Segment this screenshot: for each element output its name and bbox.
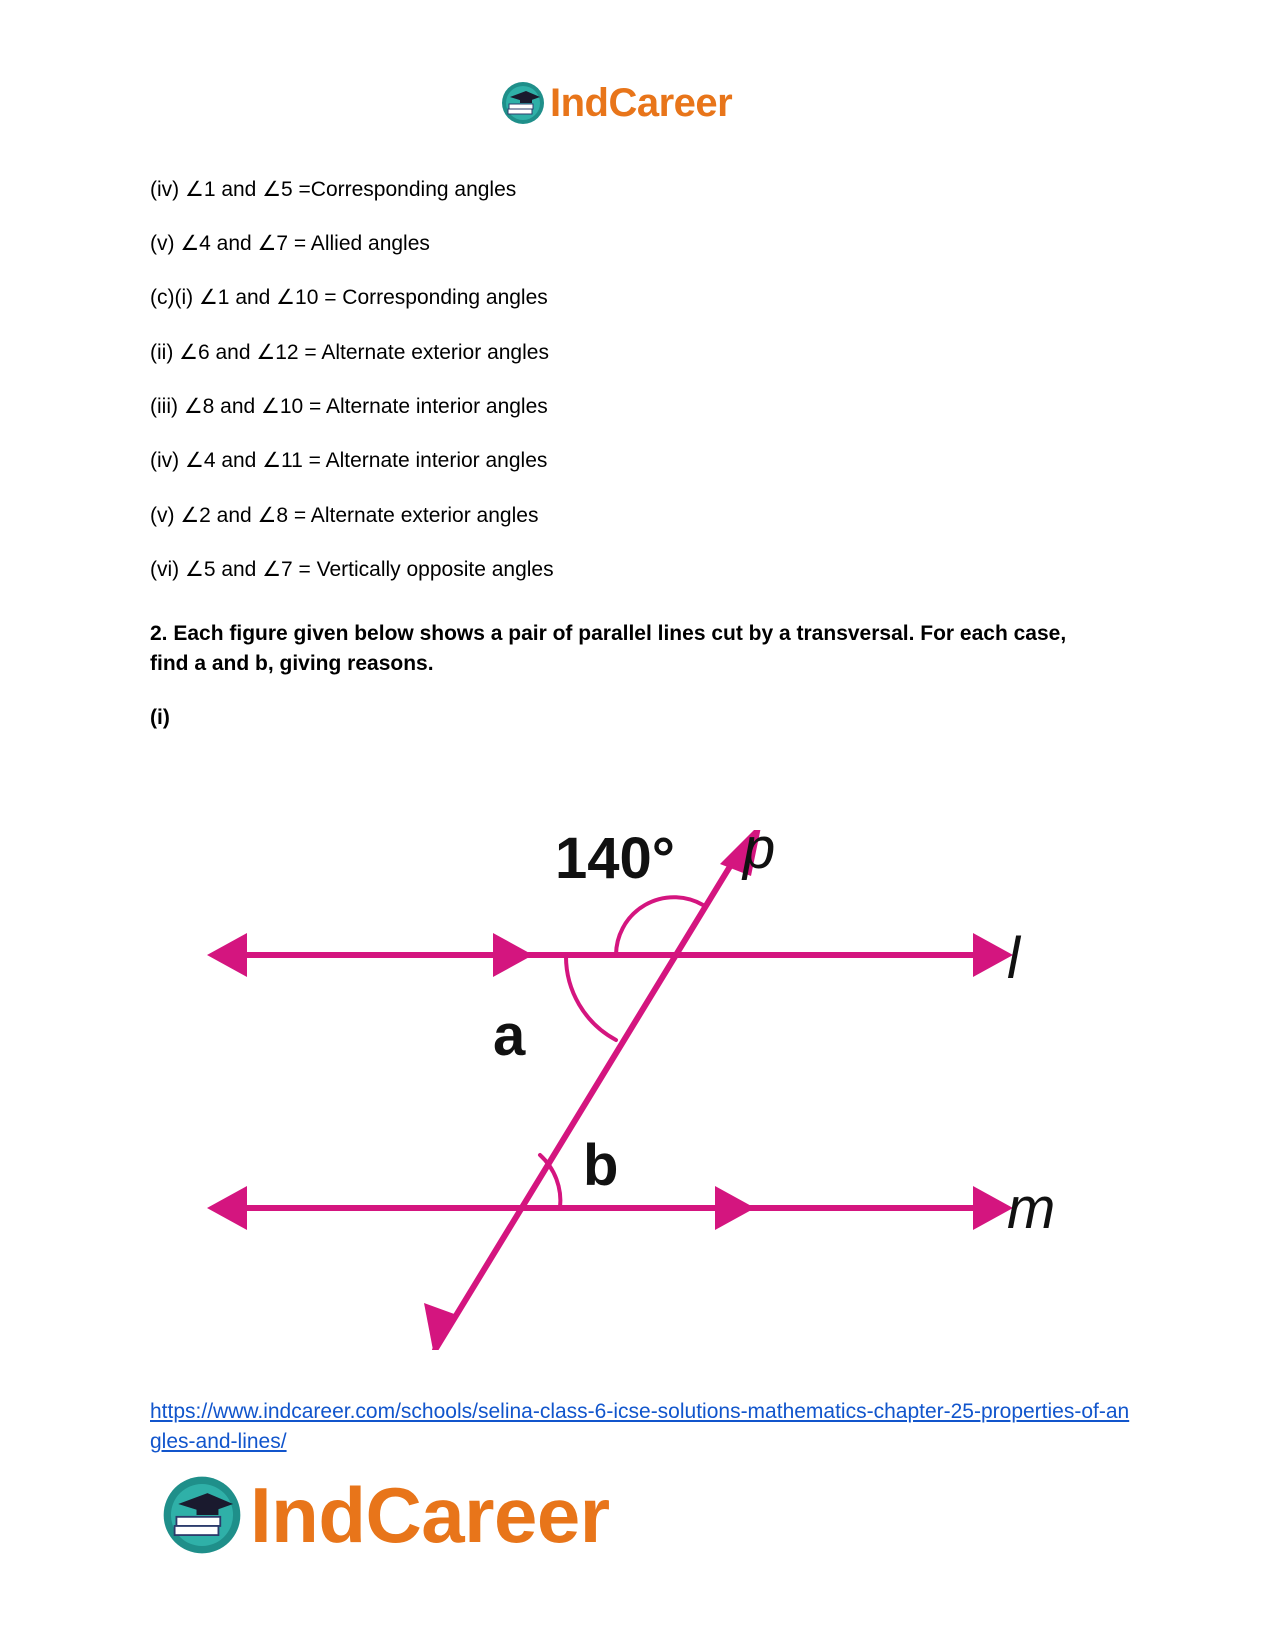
question-part-label: (i)	[150, 706, 170, 729]
angle-arc-140	[616, 897, 703, 955]
arrowhead-m-left	[207, 1186, 247, 1230]
graduation-cap-icon	[160, 1473, 244, 1557]
line-m-label: m	[1007, 1176, 1056, 1241]
answer-line: (v) ∠2 and ∠8 = Alternate exterior angles	[150, 504, 539, 527]
line-p-label: p	[743, 830, 776, 881]
answer-line: (iii) ∠8 and ∠10 = Alternate interior angles	[150, 395, 548, 418]
answer-line: (vi) ∠5 and ∠7 = Vertically opposite angles	[150, 558, 554, 581]
line-l-label: l	[1007, 926, 1020, 991]
footer-logo	[160, 1470, 610, 1560]
arrowhead-l-mid	[493, 933, 533, 977]
answer-line: (iv) ∠1 and ∠5 =Corresponding angles	[150, 178, 517, 201]
brand-name: IndCareer	[250, 1470, 610, 1559]
angle-140-label: 140°	[555, 830, 675, 891]
answer-line: (iv) ∠4 and ∠11 = Alternate interior angles	[150, 449, 548, 472]
line-p	[435, 850, 740, 1350]
header-logo	[500, 78, 732, 128]
graduation-cap-icon	[500, 80, 546, 126]
source-link[interactable]: https://www.indcareer.com/schools/selina-class-6-icse-solutions-mathematics-chapter-25-properties-of-angles-and-lines/	[150, 1400, 1130, 1453]
angle-b-label: b	[583, 1133, 619, 1198]
answer-line: (v) ∠4 and ∠7 = Allied angles	[150, 232, 430, 255]
arrowhead-l-left	[207, 933, 247, 977]
angle-a-label: a	[493, 1003, 526, 1068]
question-text: 2. Each figure given below shows a pair of parallel lines cut by a transversal. For each case, find a and b, giving reasons.	[150, 622, 1067, 675]
answer-line: (c)(i) ∠1 and ∠10 = Corresponding angles	[150, 286, 548, 309]
parallel-lines-figure	[195, 830, 1115, 1350]
arrowhead-m-mid	[715, 1186, 755, 1230]
answer-line: (ii) ∠6 and ∠12 = Alternate exterior angles	[150, 341, 549, 364]
angle-arc-a	[566, 955, 616, 1040]
brand-name: IndCareer	[550, 80, 733, 125]
